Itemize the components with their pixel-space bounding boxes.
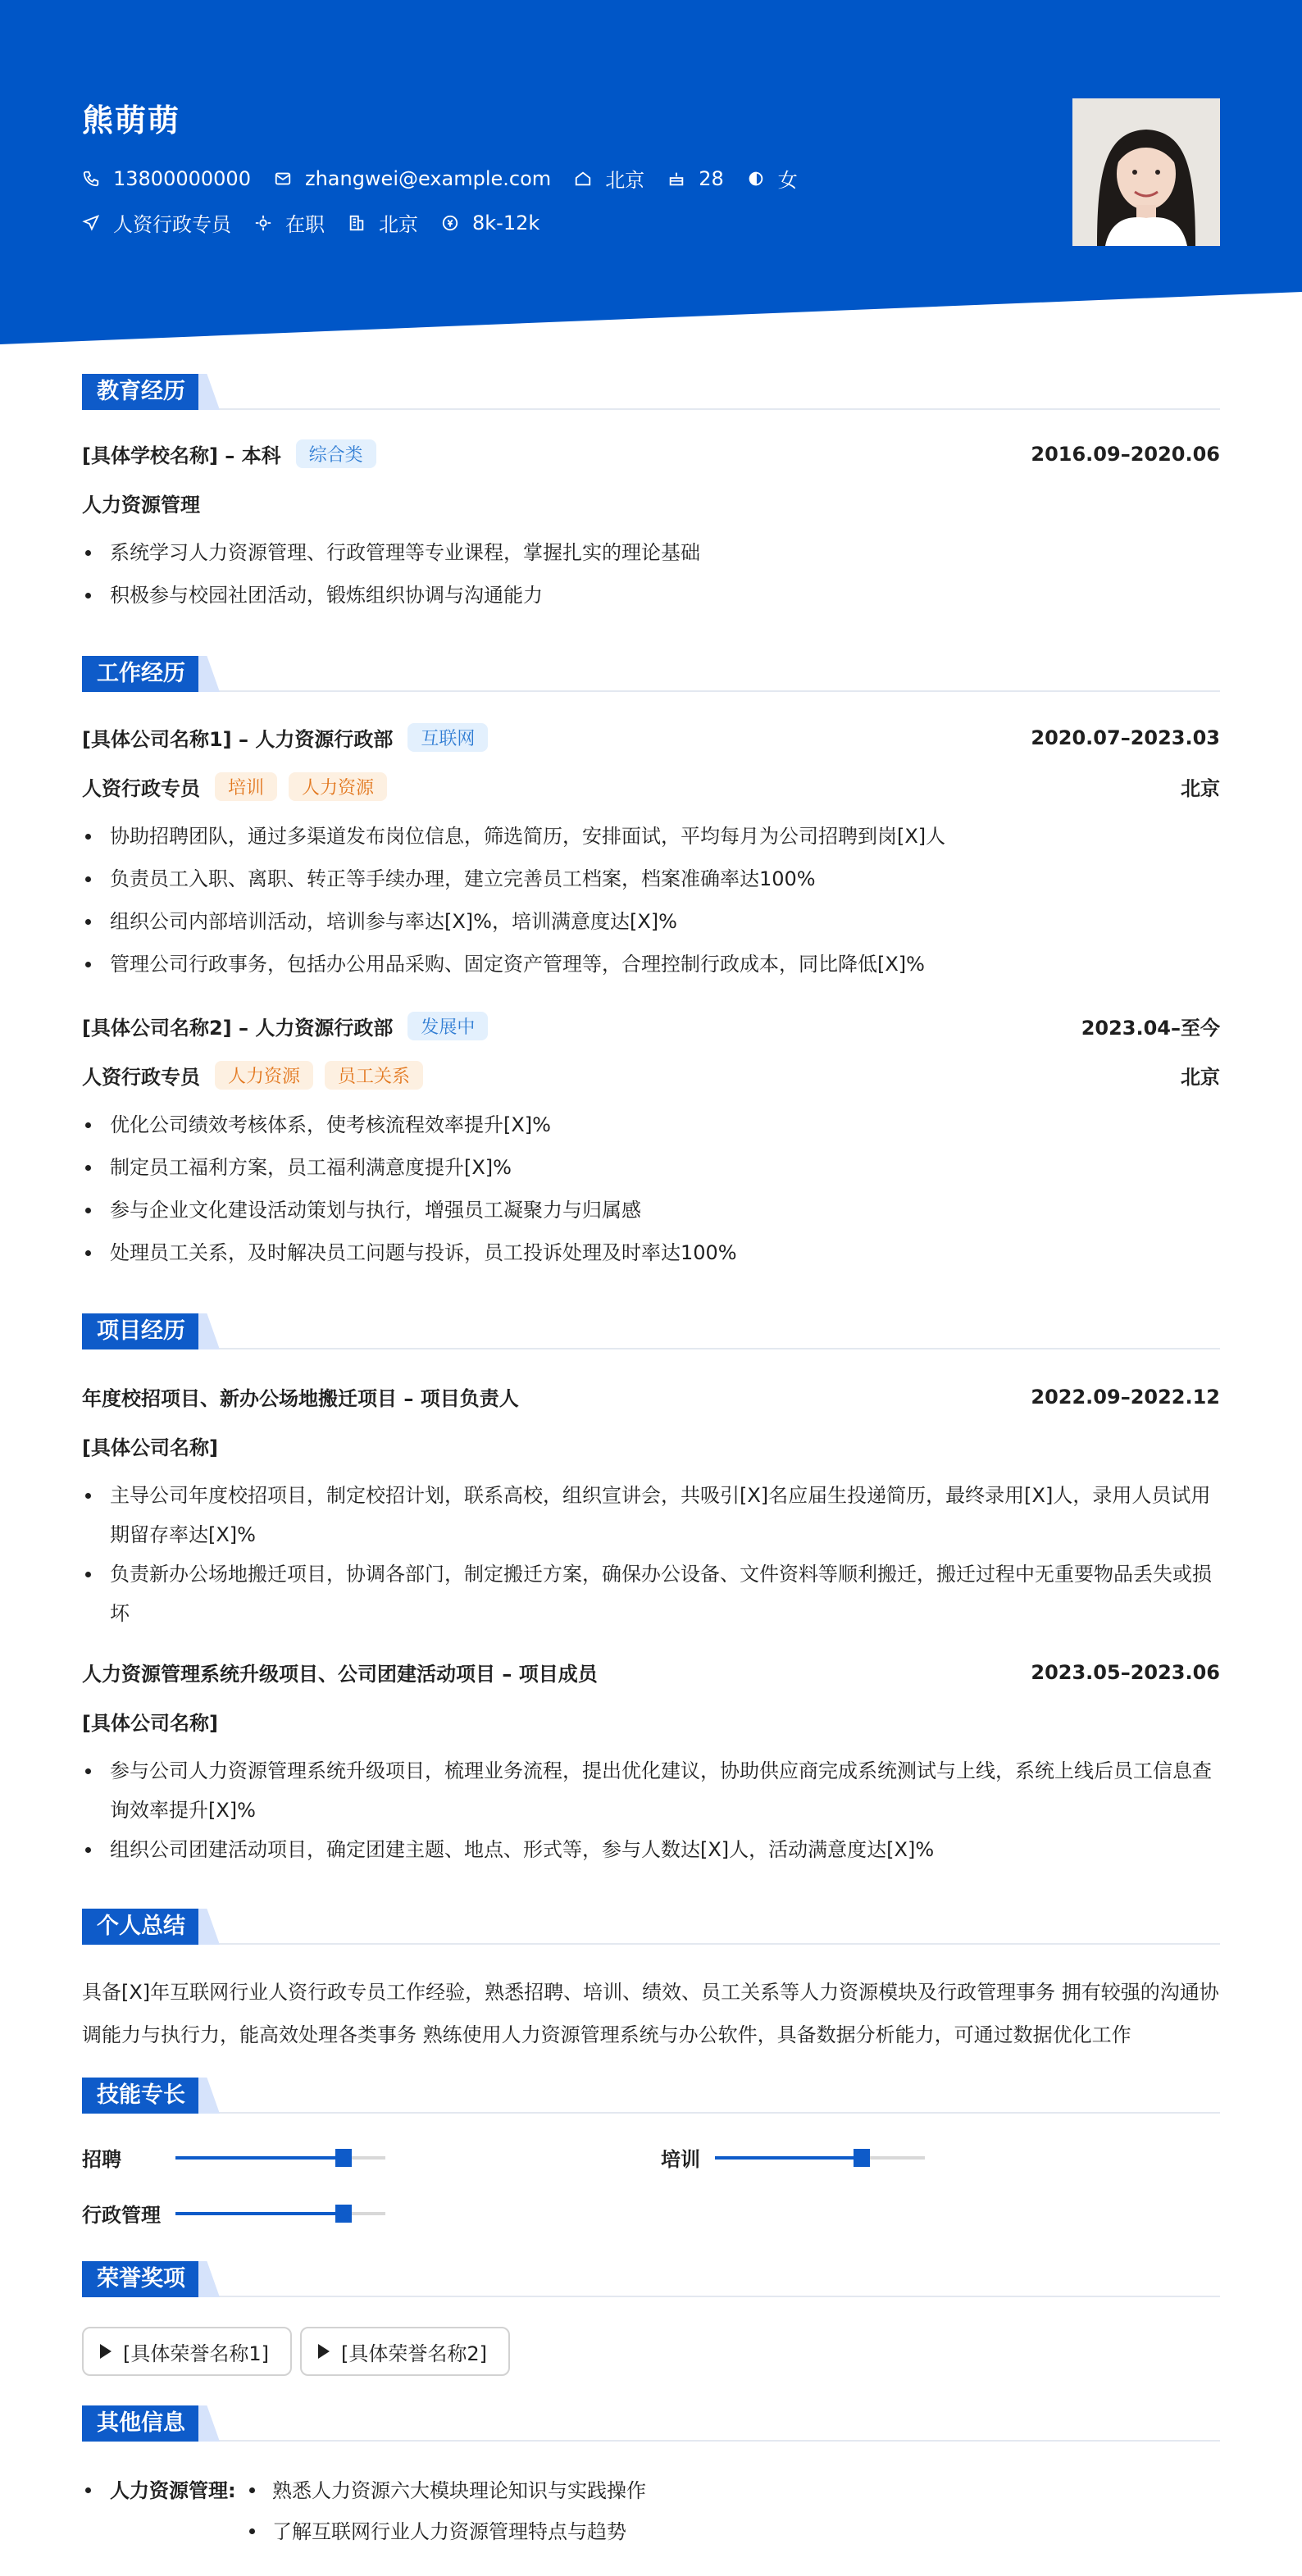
skill-knob <box>335 2149 352 2167</box>
work-date: 2020.07–2023.03 <box>1031 726 1220 749</box>
work-location: 北京 <box>1181 1066 1220 1089</box>
work-date: 2023.04–至今 <box>1081 1017 1220 1040</box>
salary-text: 8k-12k <box>472 211 540 234</box>
list-item: 组织公司团建活动项目，确定团建主题、地点、形式等，参与人数达[X]人，活动满意度达[X]% <box>82 1830 1220 1869</box>
section-label: 教育经历 <box>82 374 200 410</box>
skill-knob <box>854 2149 870 2167</box>
section-label-tail <box>198 374 220 410</box>
section-education-title <box>82 374 1220 410</box>
status-icon <box>254 214 272 232</box>
project-title: 人力资源管理系统升级项目、公司团建活动项目 – 项目成员 <box>82 1663 598 1686</box>
section-label-tail <box>198 2078 220 2114</box>
award-chip[interactable] <box>82 2327 292 2376</box>
role-tag: 员工关系 <box>325 1061 423 1090</box>
list-item: 积极参与校园社团活动，锻炼组织协调与沟通能力 <box>82 576 1220 615</box>
section-label: 个人总结 <box>82 1909 200 1945</box>
age-item <box>667 167 724 190</box>
home-icon <box>574 170 592 188</box>
status-item <box>254 208 325 237</box>
list-item: 主导公司年度校招项目，制定校招计划，联系高校，组织宣讲会，共吸引[X]名应届生投递简历，最终录用[X]人，录用人员试用期留存率达[X]% <box>82 1476 1220 1554</box>
phone-item <box>82 167 251 190</box>
list-item: 了解互联网行业人力资源管理特点与趋势 <box>272 2520 626 2543</box>
education-date: 2016.09–2020.06 <box>1031 442 1220 466</box>
project-title: 年度校招项目、新办公场地搬迁项目 – 项目负责人 <box>82 1387 519 1410</box>
skill-knob <box>335 2205 352 2223</box>
job-intent-row <box>82 208 562 237</box>
section-divider <box>82 2296 1220 2297</box>
section-project-title <box>82 1313 1220 1349</box>
profile-photo <box>1072 98 1220 246</box>
status-text: 在职 <box>285 213 325 236</box>
other-label: 人力资源管理: <box>110 2479 236 2502</box>
send-icon <box>82 214 100 232</box>
list-item: 处理员工关系，及时解决员工问题与投诉，员工投诉处理及时率达100% <box>82 1233 1220 1272</box>
list-item: 管理公司行政事务，包括办公用品采购、固定资产管理等，合理控制行政成本，同比降低[X]% <box>82 944 1220 984</box>
award-name: [具体荣誉名称2] <box>341 2342 487 2365</box>
major: 人力资源管理 <box>82 494 200 517</box>
list-item: 协助招聘团队，通过多渠道发布岗位信息，筛选简历，安排面试，平均每月为公司招聘到岗[X]人 <box>82 817 1220 856</box>
section-divider <box>82 690 1220 692</box>
role-tag: 人力资源 <box>289 772 387 801</box>
skill-name: 培训 <box>661 2148 700 2171</box>
bullet-dot <box>85 2487 91 2493</box>
skill-bar <box>175 2212 385 2215</box>
list-item: 熟悉人力资源六大模块理论知识与实践操作 <box>272 2479 646 2502</box>
email-text: zhangwei@example.com <box>304 166 552 190</box>
section-divider <box>82 1348 1220 1349</box>
cake-icon <box>667 170 685 188</box>
skill-item <box>82 2199 385 2228</box>
company-tag: 互联网 <box>407 723 488 752</box>
section-summary-title <box>82 1909 1220 1945</box>
candidate-name: 熊萌萌 <box>82 102 181 139</box>
bullet-dot <box>249 2487 255 2493</box>
gender-icon <box>747 170 765 188</box>
position-text: 人资行政专员 <box>113 213 231 236</box>
building-icon <box>348 214 366 232</box>
work-role-row <box>82 772 1220 801</box>
section-divider <box>82 2440 1220 2442</box>
work-header-row <box>82 723 1220 752</box>
company-name: [具体公司名称1] – 人力资源行政部 <box>82 728 394 751</box>
list-item: 组织公司内部培训活动，培训参与率达[X]%，培训满意度达[X]% <box>82 902 1220 941</box>
email-item <box>274 167 551 190</box>
school-name: [具体学校名称] – 本科 <box>82 444 281 467</box>
section-skills-title <box>82 2078 1220 2114</box>
list-item: 参与企业文化建设活动策划与执行，增强员工凝聚力与归属感 <box>82 1190 1220 1230</box>
list-item: 负责员工入职、离职、转正等手续办理，建立完善员工档案，档案准确率达100% <box>82 859 1220 899</box>
skill-name: 招聘 <box>82 2148 121 2171</box>
project-company: [具体公司名称] <box>82 1712 218 1735</box>
list-item: 制定员工福利方案，员工福利满意度提升[X]% <box>82 1148 1220 1187</box>
school-tag: 综合类 <box>296 439 376 468</box>
contact-row <box>82 164 821 193</box>
section-label: 工作经历 <box>82 656 200 692</box>
company-name: [具体公司名称2] – 人力资源行政部 <box>82 1017 394 1040</box>
section-other-title <box>82 2405 1220 2442</box>
project-header-row <box>82 1382 1220 1411</box>
age-text: 28 <box>699 166 724 190</box>
section-divider <box>82 1943 1220 1945</box>
job-role: 人资行政专员 <box>82 777 200 800</box>
section-label-tail <box>198 656 220 692</box>
role-tag: 培训 <box>215 772 277 801</box>
section-label: 其他信息 <box>82 2405 200 2442</box>
skill-bar <box>175 2156 385 2160</box>
play-icon <box>100 2344 112 2359</box>
city-item <box>574 164 644 193</box>
section-divider <box>82 408 1220 410</box>
phone-text: 13800000000 <box>113 166 251 190</box>
company-tag: 发展中 <box>407 1012 488 1040</box>
position-item <box>82 208 231 237</box>
salary-item <box>441 212 539 234</box>
project-header-row <box>82 1658 1220 1686</box>
section-label-tail <box>198 2405 220 2442</box>
education-row <box>82 439 1220 468</box>
list-item: 负责新办公场地搬迁项目，协调各部门，制定搬迁方案，确保办公设备、文件资料等顺利搬迁，搬迁过程中无重要物品丢失或损坏 <box>82 1554 1220 1633</box>
list-item: 参与公司人力资源管理系统升级项目，梳理业务流程，提出优化建议，协助供应商完成系统测试与上线，系统上线后员工信息查询效率提升[X]% <box>82 1751 1220 1830</box>
skill-bar <box>715 2156 925 2160</box>
work-role-row <box>82 1061 1220 1090</box>
job-role: 人资行政专员 <box>82 1066 200 1089</box>
gender-item <box>747 164 798 193</box>
award-name: [具体荣誉名称1] <box>123 2342 269 2365</box>
section-label-tail <box>198 1313 220 1349</box>
section-label-tail <box>198 1909 220 1945</box>
project-date: 2023.05–2023.06 <box>1031 1660 1220 1684</box>
summary-text: 具备[X]年互联网行业人资行政专员工作经验，熟悉招聘、培训、绩效、员工关系等人力资源模块及行政管理事务 拥有较强的沟通协调能力与执行力，能高效处理各类事务 熟练使用人力资源管理系统与办公软件，具备数据分析能力，可通过数据优化工作 <box>82 1981 1219 2046</box>
section-label: 技能专长 <box>82 2078 200 2114</box>
list-item: 优化公司绩效考核体系，使考核流程效率提升[X]% <box>82 1105 1220 1145</box>
section-divider <box>82 2112 1220 2114</box>
skill-name: 行政管理 <box>82 2204 161 2227</box>
section-label: 荣誉奖项 <box>82 2261 200 2297</box>
work-city-text: 北京 <box>379 213 418 236</box>
skill-item <box>82 2143 385 2172</box>
project-company: [具体公司名称] <box>82 1436 218 1459</box>
section-awards-title <box>82 2261 1220 2297</box>
phone-icon <box>82 170 100 188</box>
section-label: 项目经历 <box>82 1313 200 1349</box>
work-location: 北京 <box>1181 777 1220 800</box>
work-city-item <box>348 208 418 237</box>
work-header-row <box>82 1012 1220 1040</box>
money-icon <box>441 214 459 232</box>
play-icon <box>318 2344 330 2359</box>
list-item: 系统学习人力资源管理、行政管理等专业课程，掌握扎实的理论基础 <box>82 533 1220 572</box>
city-text: 北京 <box>605 169 645 192</box>
gender-text: 女 <box>777 169 798 192</box>
award-chip[interactable] <box>300 2327 510 2376</box>
skill-item <box>661 2143 925 2172</box>
section-label-tail <box>198 2261 220 2297</box>
bullet-dot <box>249 2528 255 2534</box>
section-work-title <box>82 656 1220 692</box>
mail-icon <box>274 170 292 188</box>
role-tag: 人力资源 <box>215 1061 313 1090</box>
project-date: 2022.09–2022.12 <box>1031 1385 1220 1409</box>
